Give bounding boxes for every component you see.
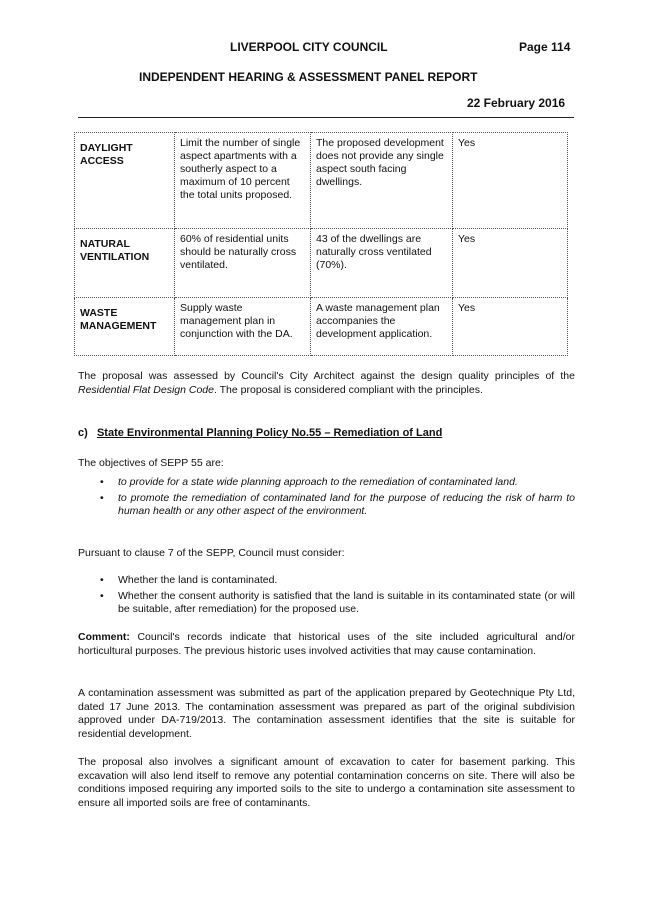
list-item: • Whether the land is contaminated. (100, 574, 278, 586)
design-code-title: Residential Flat Design Code (78, 383, 214, 396)
row-complies: Yes (453, 298, 568, 356)
table-row (75, 133, 568, 229)
report-date: 22 February 2016 (467, 96, 566, 110)
row-requirement: Limit the number of single aspect apartments with a southerly aspect to a maximum of 10 percent the total units proposed. (175, 133, 311, 229)
row-requirement: 60% of residential units should be naturally cross ventilated. (175, 229, 311, 298)
section-heading: c) State Environmental Planning Policy No.55 – Remediation of Land (78, 427, 443, 439)
row-proposal: The proposed development does not provide any single aspect south facing dwellings. (311, 133, 453, 229)
list-item: • to promote the remediation of contaminated land for the purpose of reducing the risk of harm to human health or any other aspect of the environment. (100, 491, 575, 517)
comment-label: Comment: (78, 631, 130, 643)
row-requirement: Supply waste management plan in conjunction with the DA. (175, 298, 311, 356)
row-complies: Yes (453, 229, 568, 298)
table-row (75, 298, 568, 356)
pursuant-intro: Pursuant to clause 7 of the SEPP, Council must consider: (78, 547, 345, 559)
list-item: • to provide for a state wide planning approach to the remediation of contaminated land. (100, 476, 518, 488)
row-label: WASTE MANAGEMENT (75, 298, 175, 356)
comment-paragraph: Comment: Council's records indicate that historical uses of the site included agricultural and/or horticultural purposes. The previous historic uses involved activities that may cause contamination. (78, 631, 575, 657)
design-requirements-table (74, 132, 568, 356)
row-complies: Yes (453, 133, 568, 229)
objectives-intro: The objectives of SEPP 55 are: (78, 457, 224, 469)
page-number: Page 114 (519, 40, 571, 54)
row-proposal: 43 of the dwellings are naturally cross ventilated (70%). (311, 229, 453, 298)
council-name: LIVERPOOL CITY COUNCIL (230, 40, 388, 54)
row-label: NATURAL VENTILATION (75, 229, 175, 298)
report-title: INDEPENDENT HEARING & ASSESSMENT PANEL REPORT (139, 70, 478, 84)
list-item: • Whether the consent authority is satisfied that the land is suitable in its contaminated state (or will be suitable, after remediation) for the proposed use. (100, 589, 575, 615)
considerations-list (78, 574, 575, 619)
excavation-paragraph: The proposal also involves a significant amount of excavation to cater for basement parking. This excavation will also lend itself to remove any potential contamination concerns on site. There will also be conditions imposed requiring any imported soils to the site to undergo a contamination site assessment to ensure all imported soils are free of contaminants. (78, 756, 575, 809)
table-row (75, 229, 568, 298)
row-label: DAYLIGHT ACCESS (75, 133, 175, 229)
header-divider (78, 117, 574, 118)
contamination-assessment-paragraph: A contamination assessment was submitted as part of the application prepared by Geotechnique Pty Ltd, dated 17 June 2013. The contamination assessment was prepared as part of the original subdivision approved under DA-719/2013. The contamination assessment identifies that the site is suitable for residential development. (78, 687, 575, 740)
row-proposal: A waste management plan accompanies the development application. (311, 298, 453, 356)
design-quality-paragraph: The proposal was assessed by Council's City Architect against the design quality principles of the Residential Flat Design Code. The proposal is considered compliant with the principles. (78, 370, 575, 396)
objectives-list (78, 476, 575, 521)
